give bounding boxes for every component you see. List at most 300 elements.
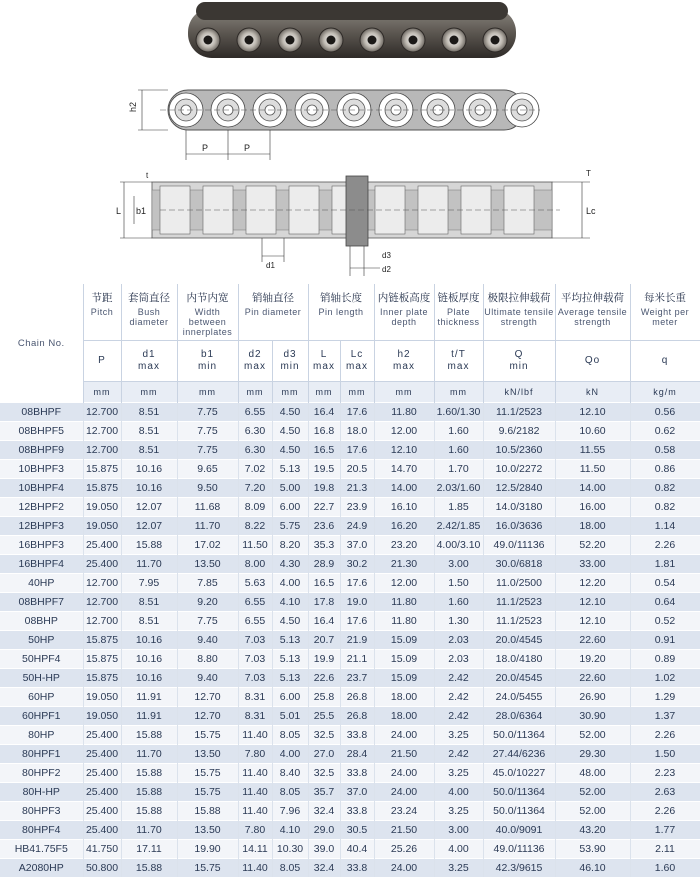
- spec-cell: 15.875: [83, 479, 121, 498]
- table-row: [0, 612, 700, 631]
- spec-cell: 22.6: [308, 669, 340, 688]
- chain-number-cell: 50HPF4: [0, 650, 83, 669]
- spec-cell: 25.400: [83, 726, 121, 745]
- spec-cell: 30.0/6818: [483, 555, 555, 574]
- spec-cell: 4.00: [434, 840, 483, 859]
- spec-cell: 17.02: [177, 536, 238, 555]
- column-symbol: Lc max: [340, 341, 374, 382]
- spec-cell: 0.64: [630, 593, 700, 612]
- spec-cell: 6.00: [272, 498, 308, 517]
- spec-cell: 30.90: [555, 707, 630, 726]
- table-row: [0, 555, 700, 574]
- dim-Lc: Lc: [586, 206, 596, 216]
- spec-cell: 8.51: [121, 403, 177, 422]
- spec-cell: 15.75: [177, 783, 238, 802]
- spec-cell: 16.5: [308, 441, 340, 460]
- column-symbol: Q min: [483, 341, 555, 382]
- chain-number-cell: 12BHPF3: [0, 517, 83, 536]
- spec-cell: 18.0: [340, 422, 374, 441]
- spec-cell: 0.62: [630, 422, 700, 441]
- spec-cell: 6.55: [238, 612, 272, 631]
- spec-cell: 7.85: [177, 574, 238, 593]
- spec-cell: 48.00: [555, 764, 630, 783]
- spec-cell: 5.13: [272, 460, 308, 479]
- spec-cell: 16.10: [374, 498, 434, 517]
- dim-t: t: [146, 171, 149, 180]
- spec-cell: 52.20: [555, 536, 630, 555]
- spec-cell: 10.16: [121, 669, 177, 688]
- spec-cell: 25.400: [83, 536, 121, 555]
- spec-cell: 7.03: [238, 650, 272, 669]
- spec-cell: 42.3/9615: [483, 859, 555, 877]
- spec-cell: 7.80: [238, 821, 272, 840]
- spec-cell: 3.00: [434, 555, 483, 574]
- spec-cell: 14.11: [238, 840, 272, 859]
- spec-cell: 33.8: [340, 859, 374, 877]
- table-row: [0, 859, 700, 877]
- spec-cell: 11.91: [121, 688, 177, 707]
- spec-cell: 25.8: [308, 688, 340, 707]
- spec-cell: 2.42: [434, 745, 483, 764]
- spec-cell: 0.91: [630, 631, 700, 650]
- column-header: 极限拉伸载荷 Ultimate tensile strength: [483, 284, 555, 341]
- spec-cell: 52.00: [555, 726, 630, 745]
- table-row: [0, 745, 700, 764]
- spec-cell: 33.00: [555, 555, 630, 574]
- spec-cell: 15.88: [121, 783, 177, 802]
- spec-cell: 24.00: [374, 726, 434, 745]
- spec-cell: 52.00: [555, 802, 630, 821]
- table-row: [0, 669, 700, 688]
- spec-cell: 11.50: [555, 460, 630, 479]
- spec-cell: 37.0: [340, 783, 374, 802]
- spec-cell: 1.02: [630, 669, 700, 688]
- photo-pin-hole: [286, 36, 295, 45]
- spec-cell: 16.0/3636: [483, 517, 555, 536]
- chain-number-cell: 16BHPF4: [0, 555, 83, 574]
- spec-cell: 6.00: [272, 688, 308, 707]
- spec-cell: 50.800: [83, 859, 121, 877]
- spec-cell: 7.20: [238, 479, 272, 498]
- spec-cell: 52.00: [555, 783, 630, 802]
- column-unit: mm: [434, 382, 483, 403]
- spec-cell: 27.0: [308, 745, 340, 764]
- spec-cell: 19.050: [83, 707, 121, 726]
- spec-cell: 53.90: [555, 840, 630, 859]
- chain-number-cell: 12BHPF2: [0, 498, 83, 517]
- spec-cell: 1.60: [434, 593, 483, 612]
- spec-cell: 0.82: [630, 498, 700, 517]
- column-symbol: h2 max: [374, 341, 434, 382]
- spec-cell: 21.30: [374, 555, 434, 574]
- spec-cell: 2.42: [434, 688, 483, 707]
- spec-cell: 15.875: [83, 460, 121, 479]
- chain-number-cell: 16BHPF3: [0, 536, 83, 555]
- spec-cell: 11.0/2500: [483, 574, 555, 593]
- spec-cell: 15.875: [83, 650, 121, 669]
- spec-cell: 18.00: [374, 707, 434, 726]
- spec-cell: 2.23: [630, 764, 700, 783]
- spec-cell: 7.95: [121, 574, 177, 593]
- spec-cell: 10.16: [121, 650, 177, 669]
- table-row: [0, 688, 700, 707]
- spec-cell: 0.89: [630, 650, 700, 669]
- spec-cell: 8.51: [121, 441, 177, 460]
- spec-cell: 3.25: [434, 764, 483, 783]
- column-header: 每米长重 Weight per meter: [630, 284, 700, 341]
- column-symbol: Qo: [555, 341, 630, 382]
- spec-cell: 2.03: [434, 650, 483, 669]
- spec-cell: 19.050: [83, 688, 121, 707]
- spec-cell: 33.8: [340, 764, 374, 783]
- table-row: [0, 498, 700, 517]
- chain-number-cell: 08BHPF5: [0, 422, 83, 441]
- spec-cell: 21.9: [340, 631, 374, 650]
- spec-cell: 49.0/11136: [483, 840, 555, 859]
- spec-cell: 0.54: [630, 574, 700, 593]
- photo-pin-hole: [368, 36, 377, 45]
- spec-cell: 28.9: [308, 555, 340, 574]
- spec-cell: 8.05: [272, 859, 308, 877]
- spec-cell: 3.25: [434, 802, 483, 821]
- table-row: [0, 422, 700, 441]
- column-symbol: d3 min: [272, 341, 308, 382]
- spec-cell: 10.0/2272: [483, 460, 555, 479]
- spec-cell: 17.6: [340, 574, 374, 593]
- spec-cell: 10.60: [555, 422, 630, 441]
- spec-cell: 22.7: [308, 498, 340, 517]
- spec-cell: 4.00: [434, 783, 483, 802]
- spec-cell: 12.5/2840: [483, 479, 555, 498]
- chain-number-cell: 80HP: [0, 726, 83, 745]
- spec-cell: 4.50: [272, 403, 308, 422]
- spec-cell: 49.0/11136: [483, 536, 555, 555]
- spec-cell: 7.75: [177, 612, 238, 631]
- chain-number-cell: 80HPF1: [0, 745, 83, 764]
- spec-cell: 0.52: [630, 612, 700, 631]
- spec-cell: 14.00: [374, 479, 434, 498]
- spec-cell: 17.6: [340, 441, 374, 460]
- spec-cell: 12.07: [121, 498, 177, 517]
- table-row: [0, 460, 700, 479]
- spec-cell: 11.1/2523: [483, 593, 555, 612]
- spec-cell: 9.40: [177, 669, 238, 688]
- spec-cell: 12.700: [83, 574, 121, 593]
- chain-number-cell: 40HP: [0, 574, 83, 593]
- spec-cell: 2.42: [434, 707, 483, 726]
- spec-cell: 2.26: [630, 726, 700, 745]
- spec-cell: 23.7: [340, 669, 374, 688]
- photo-pin-hole: [245, 36, 254, 45]
- dim-d2: d2: [382, 265, 391, 274]
- spec-cell: 41.750: [83, 840, 121, 859]
- spec-cell: 22.60: [555, 669, 630, 688]
- spec-cell: 24.00: [374, 783, 434, 802]
- spec-cell: 32.4: [308, 859, 340, 877]
- spec-cell: 11.70: [121, 555, 177, 574]
- spec-cell: 9.20: [177, 593, 238, 612]
- spec-cell: 19.90: [177, 840, 238, 859]
- spec-cell: 25.5: [308, 707, 340, 726]
- spec-cell: 5.01: [272, 707, 308, 726]
- photo-pin-hole: [450, 36, 459, 45]
- spec-cell: 5.13: [272, 669, 308, 688]
- spec-cell: 27.44/6236: [483, 745, 555, 764]
- spec-cell: 15.75: [177, 726, 238, 745]
- spec-cell: 2.03/1.60: [434, 479, 483, 498]
- spec-cell: 26.8: [340, 688, 374, 707]
- column-unit: mm: [121, 382, 177, 403]
- spec-cell: 0.56: [630, 403, 700, 422]
- column-unit: mm: [308, 382, 340, 403]
- spec-cell: 19.5: [308, 460, 340, 479]
- spec-cell: 4.10: [272, 593, 308, 612]
- dim-d1: d1: [266, 261, 275, 270]
- spec-cell: 20.7: [308, 631, 340, 650]
- column-symbol: d2 max: [238, 341, 272, 382]
- spec-cell: 40.4: [340, 840, 374, 859]
- spec-cell: 17.11: [121, 840, 177, 859]
- chain-no-header: Chain No.: [0, 284, 83, 403]
- spec-cell: 30.2: [340, 555, 374, 574]
- spec-cell: 23.6: [308, 517, 340, 536]
- table-row: [0, 517, 700, 536]
- spec-cell: 21.3: [340, 479, 374, 498]
- spec-cell: 5.13: [272, 650, 308, 669]
- column-unit: kN: [555, 382, 630, 403]
- chain-number-cell: 80HPF4: [0, 821, 83, 840]
- spec-cell: 5.75: [272, 517, 308, 536]
- spec-cell: 1.81: [630, 555, 700, 574]
- chain-number-cell: 08BHPF7: [0, 593, 83, 612]
- spec-cell: 25.400: [83, 802, 121, 821]
- spec-cell: 45.0/10227: [483, 764, 555, 783]
- column-symbol: P: [83, 341, 121, 382]
- spec-cell: 32.5: [308, 764, 340, 783]
- spec-cell: 28.4: [340, 745, 374, 764]
- table-row: [0, 403, 700, 422]
- spec-cell: 24.00: [374, 764, 434, 783]
- spec-cell: 10.16: [121, 460, 177, 479]
- spec-cell: 2.03: [434, 631, 483, 650]
- chain-drawing: [0, 0, 700, 284]
- spec-cell: 40.0/9091: [483, 821, 555, 840]
- column-symbol: b1 min: [177, 341, 238, 382]
- table-row: [0, 479, 700, 498]
- column-unit: kN/lbf: [483, 382, 555, 403]
- spec-cell: 1.30: [434, 612, 483, 631]
- spec-cell: 35.3: [308, 536, 340, 555]
- spec-cell: 11.1/2523: [483, 612, 555, 631]
- spec-cell: 1.29: [630, 688, 700, 707]
- spec-cell: 12.700: [83, 612, 121, 631]
- spec-cell: 26.90: [555, 688, 630, 707]
- column-header: 套筒直径 Bush diameter: [121, 284, 177, 341]
- spec-cell: 8.05: [272, 783, 308, 802]
- photo-pin-hole: [409, 36, 418, 45]
- spec-cell: 12.700: [83, 403, 121, 422]
- table-row: [0, 441, 700, 460]
- table-row: [0, 840, 700, 859]
- spec-cell: 15.88: [121, 764, 177, 783]
- spec-cell: 50.0/11364: [483, 802, 555, 821]
- chain-number-cell: 80H-HP: [0, 783, 83, 802]
- dim-b1: b1: [136, 206, 146, 216]
- spec-cell: 11.40: [238, 802, 272, 821]
- column-unit: mm: [340, 382, 374, 403]
- column-unit: mm: [374, 382, 434, 403]
- spec-cell: 0.86: [630, 460, 700, 479]
- spec-cell: 28.0/6364: [483, 707, 555, 726]
- spec-cell: 11.80: [374, 403, 434, 422]
- chain-number-cell: 50H-HP: [0, 669, 83, 688]
- chain-number-cell: 60HPF1: [0, 707, 83, 726]
- spec-cell: 7.03: [238, 631, 272, 650]
- spec-cell: 25.400: [83, 764, 121, 783]
- column-header: 内节内宽 Width between innerplates: [177, 284, 238, 341]
- spec-cell: 7.03: [238, 669, 272, 688]
- spec-cell: 5.63: [238, 574, 272, 593]
- column-header: 平均拉伸载荷 Average tensile strength: [555, 284, 630, 341]
- chain-side-view: [128, 90, 540, 160]
- spec-cell: 7.02: [238, 460, 272, 479]
- table-row: [0, 764, 700, 783]
- spec-cell: 6.55: [238, 593, 272, 612]
- spec-cell: 8.80: [177, 650, 238, 669]
- spec-cell: 19.050: [83, 517, 121, 536]
- spec-cell: 17.8: [308, 593, 340, 612]
- spec-cell: 16.4: [308, 403, 340, 422]
- spec-cell: 12.700: [83, 593, 121, 612]
- spec-cell: 19.0: [340, 593, 374, 612]
- spec-cell: 12.00: [374, 422, 434, 441]
- spec-cell: 7.80: [238, 745, 272, 764]
- spec-cell: 12.10: [555, 593, 630, 612]
- spec-cell: 8.00: [238, 555, 272, 574]
- chain-number-cell: 10BHPF4: [0, 479, 83, 498]
- spec-cell: 17.6: [340, 612, 374, 631]
- spec-cell: 14.00: [555, 479, 630, 498]
- spec-cell: 37.0: [340, 536, 374, 555]
- spec-cell: 11.91: [121, 707, 177, 726]
- spec-cell: 9.6/2182: [483, 422, 555, 441]
- spec-cell: 25.400: [83, 745, 121, 764]
- chain-number-cell: 80HPF2: [0, 764, 83, 783]
- column-header: 销轴直径 Pin diameter: [238, 284, 308, 341]
- spec-cell: 20.5: [340, 460, 374, 479]
- spec-cell: 26.8: [340, 707, 374, 726]
- table-row: [0, 726, 700, 745]
- spec-cell: 12.00: [374, 574, 434, 593]
- spec-cell: 24.00: [374, 859, 434, 877]
- spec-cell: 33.8: [340, 802, 374, 821]
- spec-cell: 7.96: [272, 802, 308, 821]
- spec-cell: 1.50: [630, 745, 700, 764]
- spec-cell: 10.16: [121, 479, 177, 498]
- spec-cell: 12.10: [555, 403, 630, 422]
- spec-cell: 17.6: [340, 403, 374, 422]
- photo-pin-hole: [491, 36, 500, 45]
- spec-cell: 4.30: [272, 555, 308, 574]
- spec-cell: 11.70: [121, 745, 177, 764]
- spec-cell: 15.88: [177, 802, 238, 821]
- spec-cell: 4.00: [272, 574, 308, 593]
- spec-cell: 15.88: [121, 802, 177, 821]
- table-row: [0, 593, 700, 612]
- table-row: [0, 707, 700, 726]
- spec-cell: 25.400: [83, 783, 121, 802]
- chain-number-cell: 50HP: [0, 631, 83, 650]
- spec-cell: 1.85: [434, 498, 483, 517]
- spec-cell: 11.50: [238, 536, 272, 555]
- spec-cell: 4.00: [272, 745, 308, 764]
- spec-cell: 8.09: [238, 498, 272, 517]
- chain-number-cell: 10BHPF3: [0, 460, 83, 479]
- spec-cell: 11.1/2523: [483, 403, 555, 422]
- spec-cell: 9.40: [177, 631, 238, 650]
- spec-cell: 11.80: [374, 612, 434, 631]
- spec-cell: 16.4: [308, 612, 340, 631]
- spec-cell: 6.30: [238, 422, 272, 441]
- spec-cell: 12.07: [121, 517, 177, 536]
- spec-cell: 25.26: [374, 840, 434, 859]
- dim-L: L: [116, 206, 121, 216]
- spec-cell: 11.68: [177, 498, 238, 517]
- spec-cell: 13.50: [177, 555, 238, 574]
- spec-cell: 29.30: [555, 745, 630, 764]
- spec-cell: 15.75: [177, 859, 238, 877]
- spec-cell: 1.60: [630, 859, 700, 877]
- spec-cell: 16.8: [308, 422, 340, 441]
- spec-cell: 15.875: [83, 631, 121, 650]
- spec-cell: 1.77: [630, 821, 700, 840]
- spec-cell: 24.9: [340, 517, 374, 536]
- spec-cell: 29.0: [308, 821, 340, 840]
- spec-cell: 5.13: [272, 631, 308, 650]
- chain-plan-view: [116, 169, 596, 276]
- spec-cell: 11.55: [555, 441, 630, 460]
- spec-cell: 16.00: [555, 498, 630, 517]
- column-header: 销轴长度 Pin length: [308, 284, 374, 341]
- spec-cell: 2.42/1.85: [434, 517, 483, 536]
- spec-cell: 6.30: [238, 441, 272, 460]
- column-symbol: d1 max: [121, 341, 177, 382]
- spec-cell: 7.75: [177, 403, 238, 422]
- spec-cell: 25.400: [83, 555, 121, 574]
- spec-cell: 15.88: [121, 859, 177, 877]
- spec-cell: 10.5/2360: [483, 441, 555, 460]
- spec-cell: 4.10: [272, 821, 308, 840]
- spec-cell: 43.20: [555, 821, 630, 840]
- spec-cell: 3.25: [434, 726, 483, 745]
- spec-cell: 1.50: [434, 574, 483, 593]
- spec-cell: 8.22: [238, 517, 272, 536]
- chain-number-cell: A2080HP: [0, 859, 83, 877]
- column-header: 链板厚度 Plate thickness: [434, 284, 483, 341]
- spec-cell: 7.75: [177, 422, 238, 441]
- spec-cell: 8.31: [238, 688, 272, 707]
- spec-cell: 23.24: [374, 802, 434, 821]
- spec-cell: 1.14: [630, 517, 700, 536]
- spec-cell: 8.05: [272, 726, 308, 745]
- spec-cell: 11.80: [374, 593, 434, 612]
- spec-cell: 32.5: [308, 726, 340, 745]
- spec-cell: 5.00: [272, 479, 308, 498]
- column-unit: kg/m: [630, 382, 700, 403]
- spec-cell: 13.50: [177, 745, 238, 764]
- spec-cell: 18.0/4180: [483, 650, 555, 669]
- spec-cell: 1.60/1.30: [434, 403, 483, 422]
